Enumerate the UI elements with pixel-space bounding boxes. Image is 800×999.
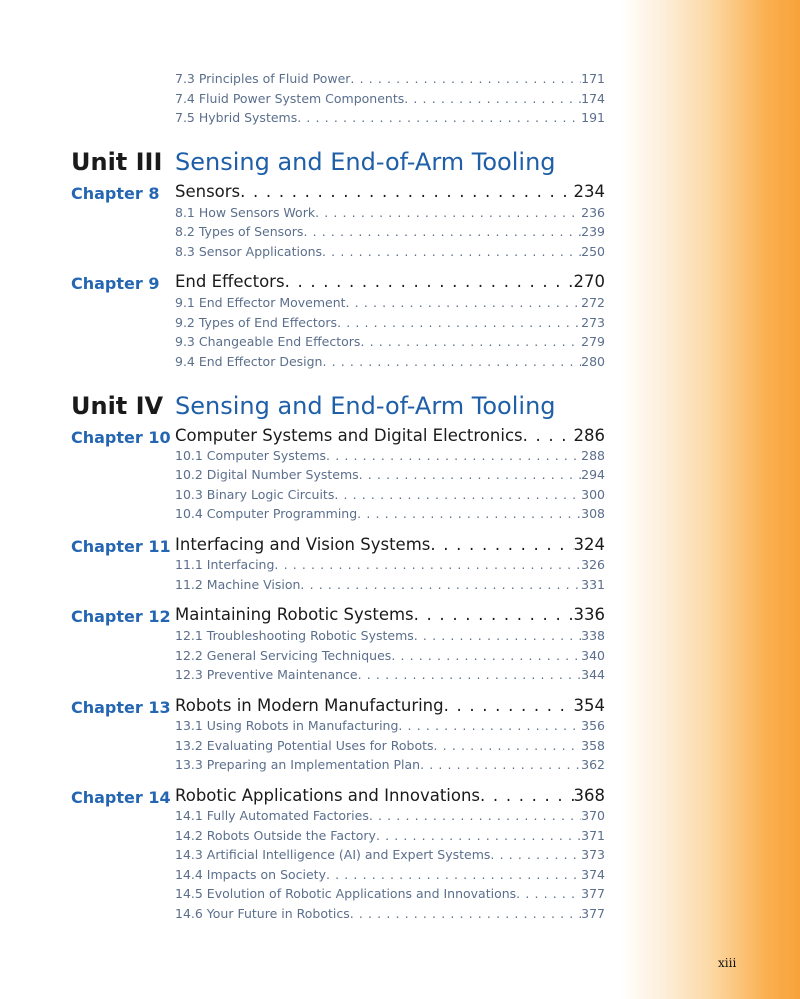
chapter-page: 270 xyxy=(573,272,605,291)
section-title: 13.3 Preparing an Implementation Plan xyxy=(175,757,421,772)
section-title: 13.1 Using Robots in Manufacturing xyxy=(175,718,399,733)
section-page: 371 xyxy=(581,828,605,843)
toc-section-entry xyxy=(175,224,605,242)
section-title: 9.2 Types of End Effectors xyxy=(175,315,338,330)
section-title: 12.2 General Servicing Techniques xyxy=(175,648,392,663)
page-number: xiii xyxy=(718,956,737,970)
section-page: 239 xyxy=(581,224,605,239)
section-page: 279 xyxy=(581,334,605,349)
section-title: 13.2 Evaluating Potential Uses for Robots xyxy=(175,738,434,753)
chapter-title: End Effectors xyxy=(175,272,285,291)
section-page: 280 xyxy=(581,354,605,369)
toc-section-entry xyxy=(175,628,605,646)
section-page: 377 xyxy=(581,906,605,921)
chapter-page: 234 xyxy=(573,182,605,201)
toc-section-entry xyxy=(175,718,605,736)
section-page: 338 xyxy=(581,628,605,643)
toc-section-entry xyxy=(175,506,605,524)
section-page: 370 xyxy=(581,808,605,823)
section-title: 10.2 Digital Number Systems xyxy=(175,467,359,482)
section-title: 14.5 Evolution of Robotic Applications and Innovations xyxy=(175,886,517,901)
section-title: 11.1 Interfacing xyxy=(175,557,275,572)
toc-section-entry xyxy=(175,487,605,505)
toc-chapter-entry xyxy=(175,182,605,206)
section-title: 9.3 Changeable End Effectors xyxy=(175,334,361,349)
chapter-label: Chapter 12 xyxy=(71,607,171,626)
toc-section-entry xyxy=(175,757,605,775)
chapter-label: Chapter 8 xyxy=(71,184,160,203)
chapter-page: 286 xyxy=(573,426,605,445)
section-title: 14.3 Artificial Intelligence (AI) and Expert Systems xyxy=(175,847,491,862)
toc-section-entry xyxy=(175,334,605,352)
chapter-page: 368 xyxy=(573,786,605,805)
toc-section-entry xyxy=(175,315,605,333)
section-page: 374 xyxy=(581,867,605,882)
chapter-label: Chapter 13 xyxy=(71,698,171,717)
chapter-title: Sensors xyxy=(175,182,241,201)
toc-section-entry xyxy=(175,295,605,313)
section-title: 8.3 Sensor Applications xyxy=(175,244,323,259)
section-page: 326 xyxy=(581,557,605,572)
section-title: 9.4 End Effector Design xyxy=(175,354,323,369)
toc-section-entry xyxy=(175,205,605,223)
section-page: 174 xyxy=(581,91,605,106)
section-title: 8.2 Types of Sensors xyxy=(175,224,304,239)
section-title: 12.1 Troubleshooting Robotic Systems xyxy=(175,628,414,643)
section-page: 272 xyxy=(581,295,605,310)
unit-title: Sensing and End-of-Arm Tooling xyxy=(175,392,556,420)
chapter-title: Robotic Applications and Innovations xyxy=(175,786,481,805)
section-page: 377 xyxy=(581,886,605,901)
section-title: 14.1 Fully Automated Factories xyxy=(175,808,369,823)
chapter-label: Chapter 14 xyxy=(71,788,171,807)
toc-chapter-entry xyxy=(175,786,605,810)
chapter-label: Chapter 9 xyxy=(71,274,160,293)
chapter-title: Robots in Modern Manufacturing xyxy=(175,696,444,715)
section-page: 358 xyxy=(581,738,605,753)
toc-section-entry xyxy=(175,828,605,846)
section-title: 7.4 Fluid Power System Components xyxy=(175,91,405,106)
toc-section-entry xyxy=(175,71,605,89)
section-title: 9.1 End Effector Movement xyxy=(175,295,346,310)
section-title: 10.4 Computer Programming xyxy=(175,506,358,521)
toc-section-entry xyxy=(175,467,605,485)
toc-section-entry xyxy=(175,91,605,109)
chapter-label: Chapter 10 xyxy=(71,428,171,447)
section-page: 191 xyxy=(581,110,605,125)
toc-section-entry xyxy=(175,808,605,826)
chapter-label: Chapter 11 xyxy=(71,537,171,556)
section-page: 273 xyxy=(581,315,605,330)
toc-chapter-entry xyxy=(175,696,605,720)
section-page: 250 xyxy=(581,244,605,259)
section-page: 294 xyxy=(581,467,605,482)
section-page: 356 xyxy=(581,718,605,733)
section-page: 344 xyxy=(581,667,605,682)
section-page: 308 xyxy=(581,506,605,521)
section-title: 14.4 Impacts on Society xyxy=(175,867,326,882)
toc-section-entry xyxy=(175,667,605,685)
toc-section-entry xyxy=(175,847,605,865)
section-page: 362 xyxy=(581,757,605,772)
toc-section-entry xyxy=(175,244,605,262)
toc-section-entry xyxy=(175,110,605,128)
toc-section-entry xyxy=(175,906,605,924)
section-title: 7.5 Hybrid Systems xyxy=(175,110,298,125)
chapter-page: 324 xyxy=(573,535,605,554)
chapter-page: 336 xyxy=(573,605,605,624)
toc-chapter-entry xyxy=(175,272,605,296)
toc-chapter-entry xyxy=(175,605,605,629)
toc-section-entry xyxy=(175,867,605,885)
orange-page-edge xyxy=(620,0,800,999)
section-title: 8.1 How Sensors Work xyxy=(175,205,316,220)
unit-label: Unit III xyxy=(71,148,163,176)
toc-section-entry xyxy=(175,738,605,756)
chapter-title: Computer Systems and Digital Electronics xyxy=(175,426,523,445)
section-title: 7.3 Principles of Fluid Power xyxy=(175,71,351,86)
section-title: 14.6 Your Future in Robotics xyxy=(175,906,350,921)
unit-label: Unit IV xyxy=(71,392,164,420)
chapter-title: Maintaining Robotic Systems xyxy=(175,605,414,624)
chapter-page: 354 xyxy=(573,696,605,715)
section-title: 14.2 Robots Outside the Factory xyxy=(175,828,376,843)
section-page: 340 xyxy=(581,648,605,663)
section-title: 10.1 Computer Systems xyxy=(175,448,327,463)
toc-section-entry xyxy=(175,557,605,575)
toc-section-entry xyxy=(175,648,605,666)
section-page: 288 xyxy=(581,448,605,463)
section-title: 12.3 Preventive Maintenance xyxy=(175,667,358,682)
chapter-title: Interfacing and Vision Systems xyxy=(175,535,431,554)
section-page: 373 xyxy=(581,847,605,862)
section-page: 300 xyxy=(581,487,605,502)
toc-section-entry xyxy=(175,448,605,466)
section-title: 10.3 Binary Logic Circuits xyxy=(175,487,335,502)
section-page: 236 xyxy=(581,205,605,220)
section-title: 11.2 Machine Vision xyxy=(175,577,301,592)
toc-chapter-entry xyxy=(175,426,605,450)
unit-title: Sensing and End-of-Arm Tooling xyxy=(175,148,556,176)
section-page: 171 xyxy=(581,71,605,86)
toc-section-entry xyxy=(175,886,605,904)
section-page: 331 xyxy=(581,577,605,592)
toc-chapter-entry xyxy=(175,535,605,559)
toc-section-entry xyxy=(175,577,605,595)
toc-section-entry xyxy=(175,354,605,372)
